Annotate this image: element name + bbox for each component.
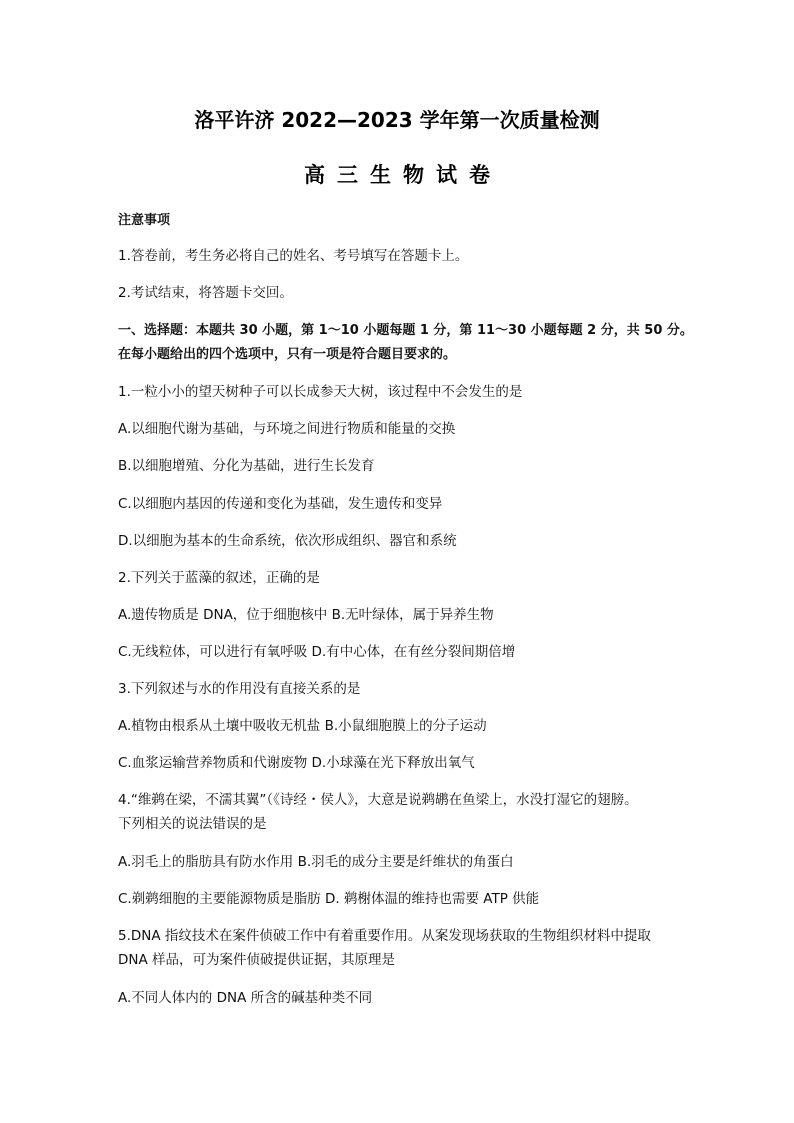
notice-heading: 注意事项 — [118, 213, 171, 228]
question-option: D.以细胞为基本的生命系统，依次形成组织、器官和系统 — [118, 533, 457, 549]
question-stem: DNA 样品，可为案件侦破提供证据，其原理是 — [118, 952, 396, 968]
question-option: C.无线粒体，可以进行有氧呼吸 D.有中心体，在有丝分裂间期倍增 — [118, 644, 516, 660]
section-instruction: 在每小题给出的四个选项中，只有一项是符合题目要求的。 — [118, 347, 457, 362]
question-option: C.血浆运输营养物质和代谢废物 D.小球藻在光下释放出氧气 — [118, 755, 475, 771]
question-option: C.剃鹈细胞的主要能源物质是脂肪 D. 鹈榭体温的维持也需要 ATP 供能 — [118, 891, 540, 907]
question-stem: 2.下列关于蓝藻的叙述，正确的是 — [118, 570, 320, 586]
question-option: A.羽毛上的脂肪具有防水作用 B.羽毛的成分主要是纤维状的角蛋白 — [118, 854, 514, 870]
notice-item: 2.考试结束，将答题卡交回。 — [118, 285, 293, 301]
question-option: C.以细胞内基因的传递和变化为基础，发生遗传和变异 — [118, 496, 443, 512]
question-stem: 下列相关的说法错误的是 — [118, 816, 267, 832]
question-option: A.植物由根系从土壤中吸收无机盐 B.小鼠细胞膜上的分子运动 — [118, 718, 487, 734]
question-option: A.遗传物质是 DNA，位于细胞核中 B.无叶绿体，属于异养生物 — [118, 607, 494, 623]
notice-item: 1.答卷前，考生务必将自己的姓名、考号填写在答题卡上。 — [118, 248, 469, 264]
question-stem: 4.“维鹈在梁，不濡其翼”（《诗经・侯人》，大意是说鹈鹕在鱼梁上，水没打湿它的翅膀。 — [118, 792, 638, 808]
section-heading: 一、选择题：本题共 30 小题，第 1～10 小题每题 1 分，第 11～30 小题每题 2 分，共 50 分。 — [118, 323, 693, 338]
question-option: A.不同人体内的 DNA 所含的碱基种类不同 — [118, 990, 373, 1006]
exam-title: 洛平许济 2022—2023 学年第一次质量检测 — [194, 108, 600, 132]
question-stem: 1.一粒小小的望天树种子可以长成参天大树，该过程中不会发生的是 — [118, 384, 523, 400]
exam-subtitle: 高三生物试卷 — [304, 163, 502, 187]
question-option: B.以细胞增殖、分化为基础，进行生长发育 — [118, 458, 375, 474]
question-stem: 3.下列叙述与水的作用没有直接关系的是 — [118, 681, 361, 697]
question-option: A.以细胞代谢为基础，与环境之间进行物质和能量的交换 — [118, 421, 456, 437]
question-stem: 5.DNA 指纹技术在案件侦破工作中有着重要作用。从案发现场获取的生物组织材料中提取 — [118, 928, 651, 944]
